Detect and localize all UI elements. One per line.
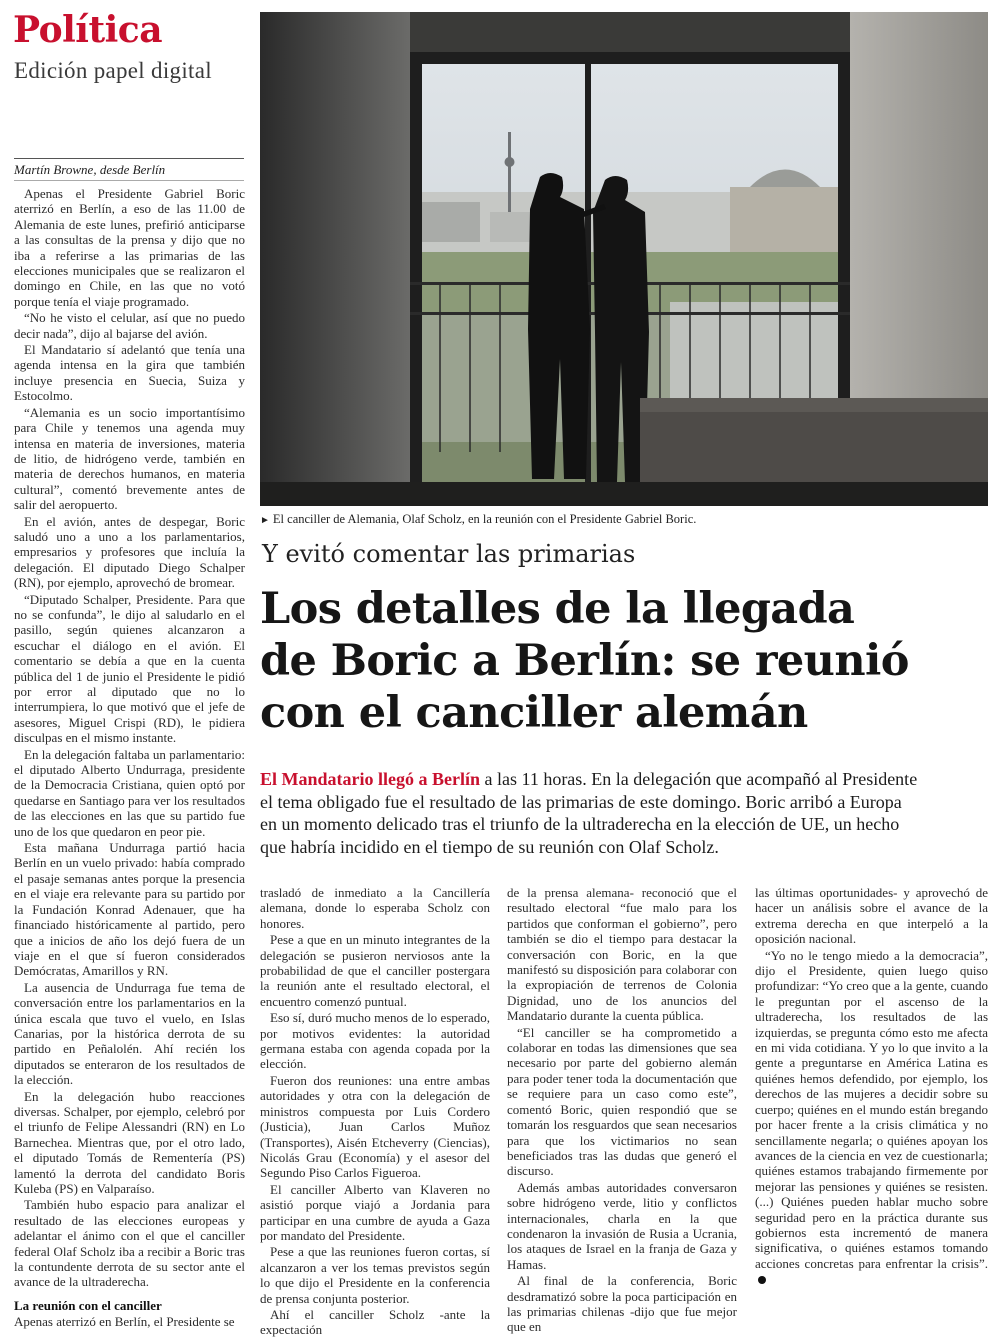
photo-caption [260,512,988,527]
headline-line: con el canciller alemán [260,688,808,738]
headline-line: Los detalles de la llegada [260,584,855,634]
byline-top-rule [14,158,244,159]
body-column-4 [755,885,988,1288]
paragraph: “Diputado Schalper, Presidente. Para que no se confunda”, le dijo al saludarlo en el pasillo, según quienes alcanzaron a escuchar el diálogo en el avión. El comentario se debía a que en la cuenta pública del 1 de junio el Presidente le pidió por error al diputado que no lo interrumpiera, lo que motivó que el jefe de asesores, Miguel Crispi (RD), le pidiera disculpas en el mismo instante. [14,591,245,746]
paragraph: “El canciller se ha comprometido a colaborar en todas las dimensiones que sea necesario por parte del gobierno alemán para poder tener toda la documentación que se requiere para un caso como este”, comentó Boric, quien respondió que se tomarán los resguardos que sean necesarios para que los victimarios no sean beneficiados tras las dudas que generó el discurso. [507,1024,737,1179]
headline-line: de Boric a Berlín: se reunió [260,636,909,686]
photo-illustration [260,12,988,506]
lead-paragraph [260,768,988,858]
edition-label: Edición papel digital [14,58,212,83]
paragraph: “No he visto el celular, así que no puedo decir nada”, dijo al bajarse del avión. [14,310,245,341]
paragraph: las últimas oportunidades- y aprovechó de hacer un análisis sobre el avance de la extrema derecha en que interpeló a la oposición nacional. [755,885,988,947]
paragraph: El Mandatario sí adelantó que tenía una agenda intensa en la gira que también incluye presencia en Suecia, Suiza y Estocolmo. [14,342,245,404]
paragraph: En la delegación hubo reacciones diversas. Schalper, por ejemplo, celebró por el triunfo de Felipe Alessandri (RN) en Lo Barnechea. Mientras que, por el otro lado, el diputado Tomás de Rementería (PS) lamentó la derrota del candidato Boris Kuleba (PS) en Valparaíso. [14,1088,245,1196]
paragraph: Apenas aterrizó en Berlín, el Presidente se [14,1314,235,1330]
paragraph: El canciller Alberto van Klaveren no asistió porque viajó a Jordania para participar en una cumbre de ayuda a Gaza por mandato del Presidente. [260,1181,490,1243]
paragraph: La ausencia de Undurraga fue tema de conversación entre los parlamentarios en la única escala que tuvo el vuelo, en Islas Canarias, por la histórica derrota de su partido en Peñalolén. Ahí recién los diputados se enteraron de los resultados de la elección. [14,979,245,1088]
paragraph: Ahí el canciller Scholz -ante la expectación [260,1306,490,1338]
body-column-2 [260,885,490,1339]
paragraph: “Alemania es un socio importantísimo para Chile y tenemos una agenda muy intensa en materia de inversiones, materia de litio, de hidrógeno verde, también en materia de derechos humanos, en materia cultural”, comentó brevemente antes de salir del aeropuerto. [14,404,245,513]
byline: Martín Browne, desde Berlín [14,162,166,177]
lead-highlight: El Mandatario llegó a Berlín [260,769,480,789]
paragraph: También hubo espacio para analizar el resultado de las elecciones europeas y adelantar el ánimo con el que el canciller federal Olaf Scholz iba a recibir a Boric tras la contundente derrota de su sector ante el avance de la ultraderecha. [14,1197,245,1290]
paragraph: Apenas el Presidente Gabriel Boric aterrizó en Berlín, a eso de las 11.00 de Alemania de este lunes, prefirió anticiparse a las consultas de la prensa y dijo que no iba a referirse a las primarias de las elecciones municipales que se realizaron el domingo en Chile, en las que no votó porque tenía el viaje programado. [14,186,245,309]
paragraph: Pese a que las reuniones fueron cortas, sí alcanzaron a ver los temas previstos según lo que dijo el Presidente en la conferencia de prensa conjunta posterior. [260,1244,490,1306]
lead-text: el tema obligado fue el resultado de las primarias de este domingo. Boric arribó a Europa [260,791,902,812]
caption-text: El canciller de Alemania, Olaf Scholz, en la reunión con el Presidente Gabriel Boric. [272,512,697,526]
paragraph: Esta mañana Undurraga partió hacia Berlín en un vuelo privado: había comprado el pasaje semanas antes porque la presencia en el viaje era relevante para su partido por la Fundación Konrad Adenauer, que ha financiado históricamente al partido, pero que a inicios de año los dejó fuera de un viaje en el que sí fueron considerados Demócratas, Amarillos y RN. [14,840,245,979]
paragraph: Al final de la conferencia, Boric desdramatizó sobre la poca participación en las primarias chilenas -dijo que fue mejor que en [507,1273,737,1335]
lead-text: que habría incidido en el tiempo de su reunión con Olaf Scholz. [260,836,719,857]
body-column-1 [14,186,245,1331]
paragraph: Además ambas autoridades conversaron sobre hidrógeno verde, litio y conflictos internacionales, charla en la que condenaron la invasión de Rusia a Ucrania, los ataques de Israel en la franja de Gaza y Hamas. [507,1179,737,1272]
lead-text: a las 11 horas. En la delegación que acompañó al Presidente [480,769,918,789]
paragraph: En la delegación faltaba un parlamentario: el diputado Alberto Undurraga, presidente de la Democracia Cristiana, quien optó por quedarse en Santiago para ver los resultados de las elecciones en las que su partido fue uno de los que quedaron en peor pie. [14,746,245,839]
body-column-3 [507,885,737,1336]
headline [260,583,985,739]
paragraph: Fueron dos reuniones: una entre ambas autoridades y otra con la delegación de ministros compuesta por Luis Cordero (Justicia), Juan Carlos Muñoz (Transportes), Aisén Etcheverry (Ciencias), Nicolás Grau (Economía) y el asesor del Segundo Piso Carlos Figueroa. [260,1072,490,1181]
subheading: La reunión con el canciller [14,1297,162,1313]
paragraph [755,948,988,1287]
paragraph: de la prensa alemana- reconoció que el resultado electoral “fue malo para los partidos que conforman el gobierno”, pero también se dio el tiempo para destacar la conversación con Boric, en la que manifestó su disposición para colaborar con la expropiación de terrenos de Colonia Dignidad, uno de los anuncios del Mandatario durante la cuenta pública. [507,885,737,1024]
paragraph: Eso sí, duró mucho menos de lo esperado, por motivos evidentes: la autoridad germana estaba con agenda copada por la elección. [260,1010,490,1072]
end-of-article-icon [758,1276,766,1284]
paragraph: En el avión, antes de despegar, Boric saludó uno a uno a los parlamentarios, empresarios y profesores que incluía la delegación. El diputado Diego Schalper (RN), por ejemplo, aprovechó de bromear. [14,513,245,591]
article-photo [260,12,988,506]
lead-text: en un momento delicado tras el triunfo de la ultraderecha en la elección de UE, un hecho [260,814,900,834]
paragraph: trasladó de inmediato a la Cancillería alemana, donde lo esperaba Scholz con honores. [260,885,490,931]
kicker: Y evitó comentar las primarias [262,540,636,568]
caption-marker-icon: ► [260,515,270,526]
byline-bottom-rule [14,180,244,181]
section-title: Política [13,9,163,51]
closing-paragraph-text: “Yo no le tengo miedo a la democracia”, dijo el Presidente, quien luego quiso profundizar: “Yo creo que a la gente, cuando le preguntan por el ascenso de la ultraderecha, los resultados de las izquierdas, se pregunta cómo esto me afecta en mi vida cotidiana. Y yo lo que invito a la gente a preguntarse en América Latina es quiénes hemos defendido, por ejemplo, los derechos de las mujeres a decidir sobre su cuerpo; quiénes en el mundo están bregando por hacer frente a la crisis climática y no sencillamente negarla; o quiénes apoyan los avances de la ciencia en vez de cuestionarla; quiénes estamos trabajando firmemente por mejorar las pensiones y quiénes se resisten. (...) Quiénes pueden hablar mucho sobre seguridad pero en la práctica durante sus gobiernos esta incrementó de manera significativa, o quiénes estamos tomando acciones concretas para enfrentar la crisis”. [755,947,988,1271]
paragraph: Pese a que en un minuto integrantes de la delegación se pusieron nerviosos ante la probabilidad de que el canciller postergara la reunión ante el resultado electoral, el encuentro comenzó puntual. [260,932,490,1009]
